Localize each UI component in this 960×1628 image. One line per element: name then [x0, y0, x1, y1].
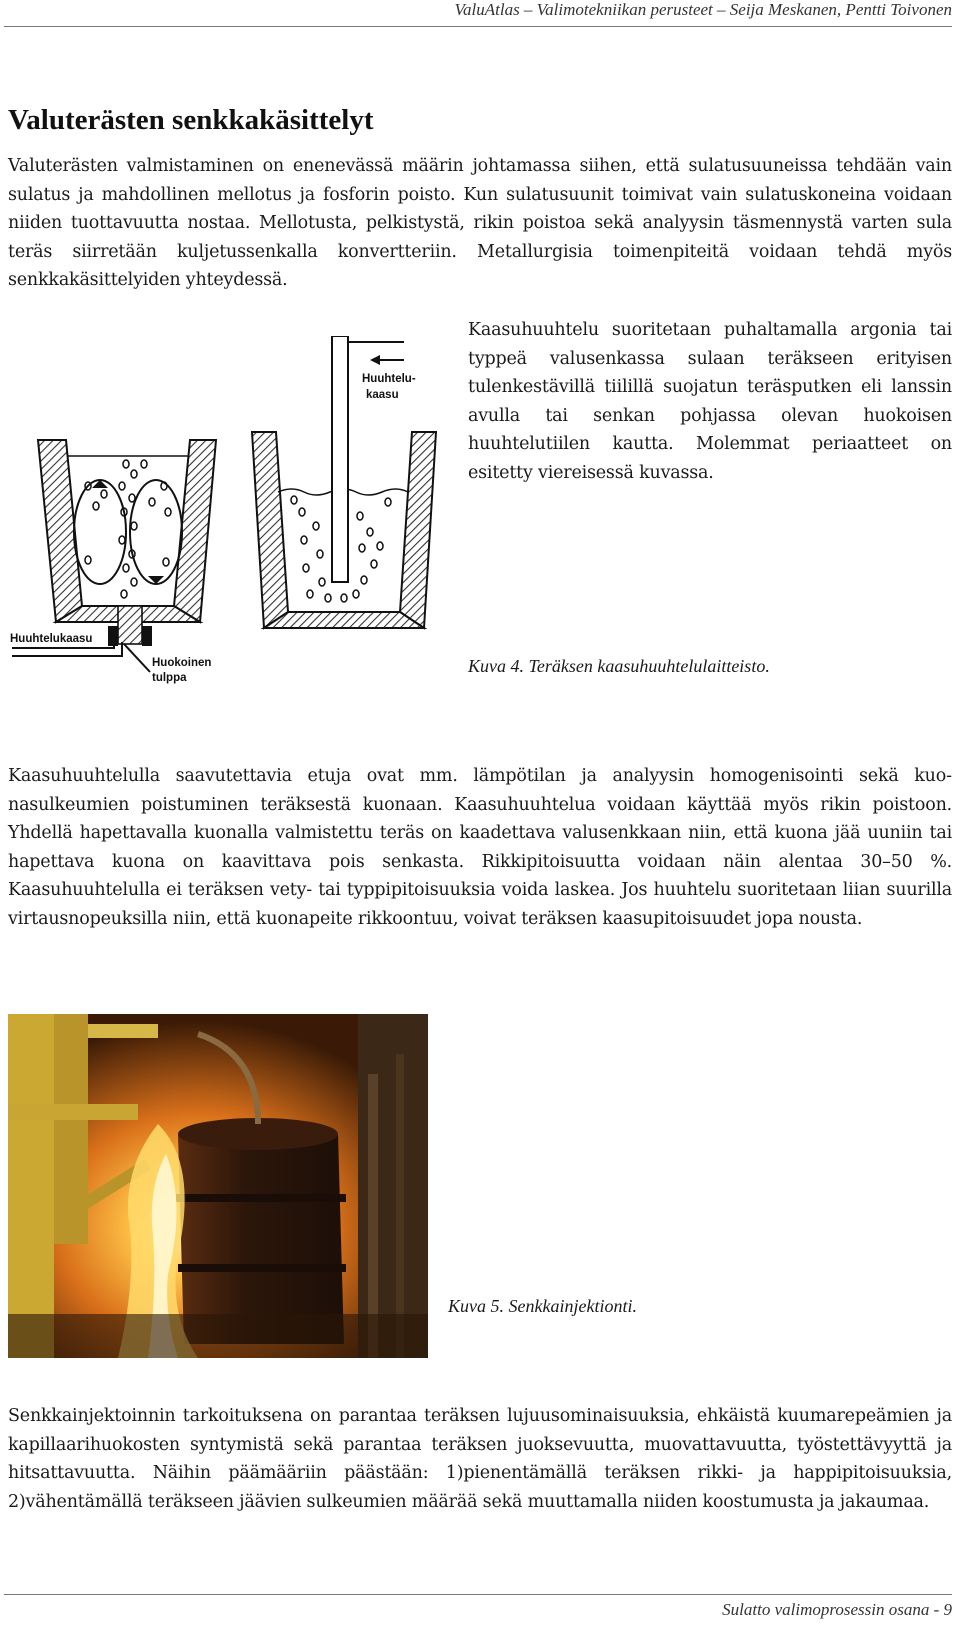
figure4-caption: Kuva 4. Teräksen kaasuhuuhtelulaitteisto. — [468, 656, 770, 676]
injection-paragraph: Senkkainjektoinnin tarkoituksena on parantaa teräksen lujuusominaisuuksia, ehkäistä kuumarepeämien ja kapillaarihuokosten syntymistä sekä parantaa teräksen juoksevuutta, muovattavuutta, työstettävyyttä ja hitsattavuutta. Näihin päämääriin päästään: 1)pienentämällä teräksen rikki- ja happipitoisuuksia, 2)vähentämällä teräkseen jäävien sulkeumien määrää sekä muuttamalla niiden koostumusta ja jakaumaa. — [8, 1406, 952, 1512]
left-ladle — [38, 440, 216, 646]
section-title: Valuterästen senkkakäsittelyt — [8, 104, 374, 136]
porous-plug-label-2: tulppa — [152, 672, 187, 684]
gas-inlet-label: Huuhtelukaasu — [10, 633, 93, 645]
figure5-caption: Kuva 5. Senkkainjektionti. — [448, 1296, 637, 1316]
benefits-paragraph: Kaasuhuuhtelulla saavutettavia etuja ovat mm. lämpötilan ja analyysin homogenisointi sekä kuonasulkeumien poistuminen teräksestä kuonaan. Kaasuhuuhtelua voidaan käyttää myös rikin poistoon. Yhdellä hapettavalla kuonalla valmistettu teräs on kaadettava valusenkkaan niin, että kuona jää uuniin tai hapettava kuona on kaavittava pois senkasta. Rikkipitoisuutta voidaan näin alentaa 30–50 %. Kaasuhuuhtelulla ei teräksen vety- tai typpipitoisuuksia voida laskea. Jos huuhtelu suoritetaan liian suurilla virtausnopeuksilla niin, että kuonapeite rikkoontuu, voivat teräksen kaasupitoisuudet jopa nousta. — [8, 766, 952, 929]
ladle-injection-photo — [8, 1014, 428, 1358]
intro-paragraph: Valuterästen valmistaminen on enenevässä määrin johtamassa siihen, että sulatusuuneissa tehdään vain sulatus ja mahdollinen mellotus ja fosforin poisto. Kun sulatusuunit toimivat vain sulatuskoneina voidaan niiden tuottavuutta nostaa. Mellotusta, pelkistystä, rikin poistoa sekä analyysin täsmennystä varten sula teräs siirretään kuljetussenkalla konvertteriin. Metallurgisia toimenpiteitä voidaan tehdä myös senkkakäsittelyiden yhteydessä. — [8, 156, 952, 290]
lance-gas-label-1: Huuhtelu- — [362, 373, 416, 385]
page-header: ValuAtlas – Valimotekniikan perusteet – Seija Meskanen, Pentti Toivonen — [454, 0, 952, 19]
gas-purging-diagram — [4, 336, 456, 710]
lance-gas-label-2: kaasu — [366, 389, 399, 401]
gas-purging-paragraph: Kaasuhuuhtelu suoritetaan puhaltamalla argonia tai typpeä valusenkassa sulaan teräkseen erityisen tulenkestävillä tiilillä suojatun teräsputken eli lanssin avulla tai senkan pohjassa olevan huokoisen huuhtelutiilen kautta. Molemmat periaatteet on esitetty viereisessä kuvassa. — [468, 320, 952, 483]
footer-rule — [4, 1594, 952, 1595]
header-rule — [4, 26, 952, 27]
porous-plug-label-1: Huokoinen — [152, 657, 212, 669]
page-footer: Sulatto valimoprosessin osana - 9 — [722, 1600, 952, 1619]
